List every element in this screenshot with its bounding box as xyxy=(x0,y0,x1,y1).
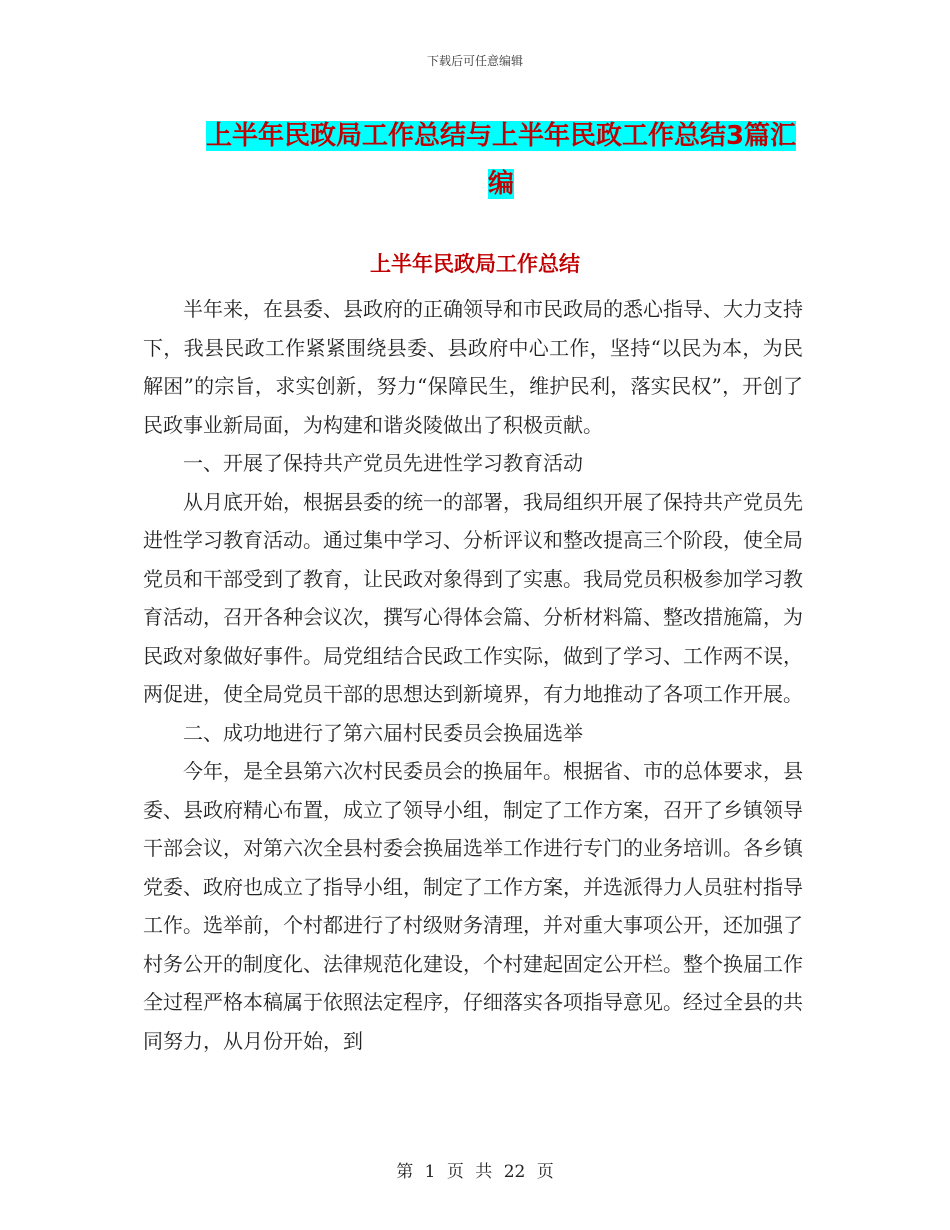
heading-paragraph: 二、成功地进行了第六届村民委员会换届选举 xyxy=(183,720,583,745)
document-title-text: 上半年民政局工作总结与上半年民政工作总结3篇汇编 xyxy=(205,121,797,199)
paragraph: 半年来，在县委、县政府的正确领导和市民政局的悉心指导、大力支持下，我县民政工作紧紧围绕县委、县政府中心工作，坚持“以民为本，为民解困”的宗旨，求实创新，努力“保障民生，维护民利，落实民权”，开创了民政事业新局面，为构建和谐炎陵做出了积极贡献。 xyxy=(143,297,803,437)
page-footer: 第 1 页 共 22 页 xyxy=(396,1162,554,1182)
document-body xyxy=(143,290,803,1060)
document-title xyxy=(196,112,806,208)
paragraph: 从月底开始，根据县委的统一的部署，我局组织开展了保持共产党员先进性学习教育活动。通过集中学习、分析评议和整改提高三个阶段，使全局党员和干部受到了教育，让民政对象得到了实惠。我局党员积极参加学习教育活动，召开各种会议次，撰写心得体会篇、分析材料篇、整改措施篇，为民政对象做好事件。局党组结合民政工作实际，做到了学习、工作两不误，两促进，使全局党员干部的思想达到新境界，有力地推动了各项工作开展。 xyxy=(143,489,803,706)
header-note: 下载后可任意编辑 xyxy=(426,54,523,68)
section-title: 上半年民政局工作总结 xyxy=(370,252,580,276)
heading-paragraph: 一、开展了保持共产党员先进性学习教育活动 xyxy=(183,451,583,475)
paragraph: 今年，是全县第六次村民委员会的换届年。根据省、市的总体要求，县委、县政府精心布置，成立了领导小组，制定了工作方案，召开了乡镇领导干部会议，对第六次全县村委会换届选举工作进行专门的业务培训。各乡镇党委、政府也成立了指导小组，制定了工作方案，并选派得力人员驻村指导工作。选举前，个村都进行了村级财务清理，并对重大事项公开，还加强了村务公开的制度化、法律规范化建设，个村建起固定公开栏。整个换届工作全过程严格本稿属于依照法定程序，仔细落实各项指导意见。经过全县的共同努力，从月份开始，到 xyxy=(143,759,803,1053)
